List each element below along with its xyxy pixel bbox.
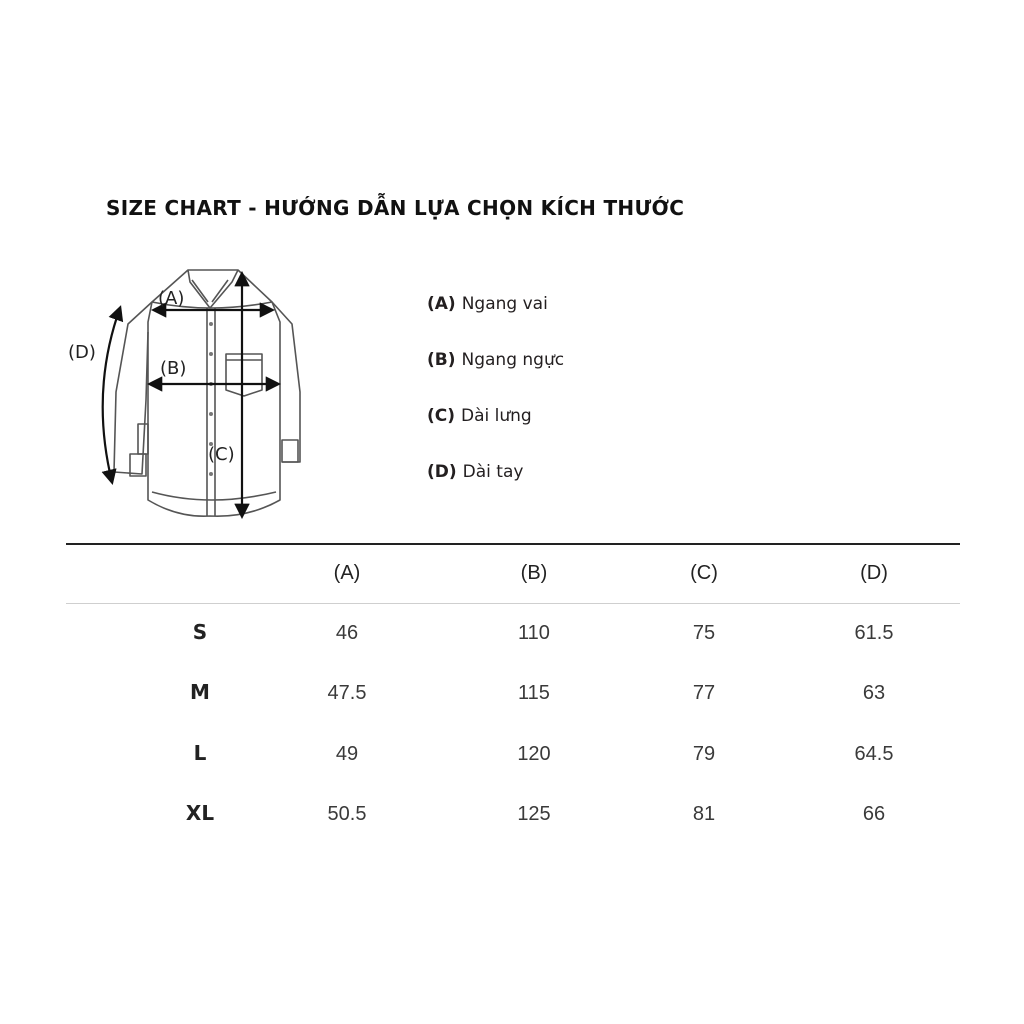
column-header-c: (C) [690, 562, 718, 584]
shirt-measurement-diagram [60, 262, 310, 524]
table-cell: 125 [517, 803, 551, 825]
table-cell: 47.5 [327, 682, 367, 704]
page-title: SIZE CHART - HƯỚNG DẪN LỰA CHỌN KÍCH THƯỚC [106, 196, 685, 220]
row-label-size: XL [185, 801, 215, 825]
column-header-d: (D) [860, 562, 888, 584]
table-cell: 64.5 [854, 743, 894, 765]
row-label-size: S [192, 620, 208, 644]
legend-key: (A) [427, 294, 456, 314]
table-cell: 79 [692, 743, 716, 765]
table-cell: 115 [518, 682, 550, 704]
label-c: (C) [208, 444, 235, 465]
column-header-a: (A) [333, 562, 361, 584]
legend-text: Ngang ngực [461, 350, 565, 370]
table-cell: 120 [517, 743, 551, 765]
table-header-rule [66, 603, 960, 604]
legend-item-c [427, 404, 532, 428]
table-cell: 49 [335, 743, 359, 765]
legend-item-d [427, 460, 523, 484]
legend-text: Dài tay [462, 462, 524, 482]
table-cell: 61.5 [854, 622, 894, 644]
table-cell: 50.5 [327, 803, 367, 825]
legend-text: Ngang vai [461, 294, 548, 314]
table-top-rule [66, 543, 960, 545]
legend-key: (D) [427, 462, 457, 482]
legend-text: Dài lưng [461, 406, 532, 426]
table-cell: 110 [518, 622, 550, 644]
table-cell: 75 [692, 622, 716, 644]
legend-item-b [427, 348, 564, 372]
row-label-size: L [193, 741, 207, 765]
row-label-size: M [190, 680, 210, 704]
sleeve-length-arrow [103, 308, 120, 482]
label-d: (D) [68, 342, 96, 363]
label-a: (A) [158, 288, 185, 309]
column-header-b: (B) [520, 562, 548, 584]
shirt-outline [114, 270, 300, 516]
legend-key: (C) [427, 406, 456, 426]
table-cell: 66 [862, 803, 886, 825]
table-cell: 46 [335, 622, 359, 644]
table-cell: 63 [862, 682, 886, 704]
label-b: (B) [160, 358, 187, 379]
legend-key: (B) [427, 350, 456, 370]
legend-item-a [427, 292, 548, 316]
table-cell: 77 [692, 682, 716, 704]
table-cell: 81 [692, 803, 716, 825]
